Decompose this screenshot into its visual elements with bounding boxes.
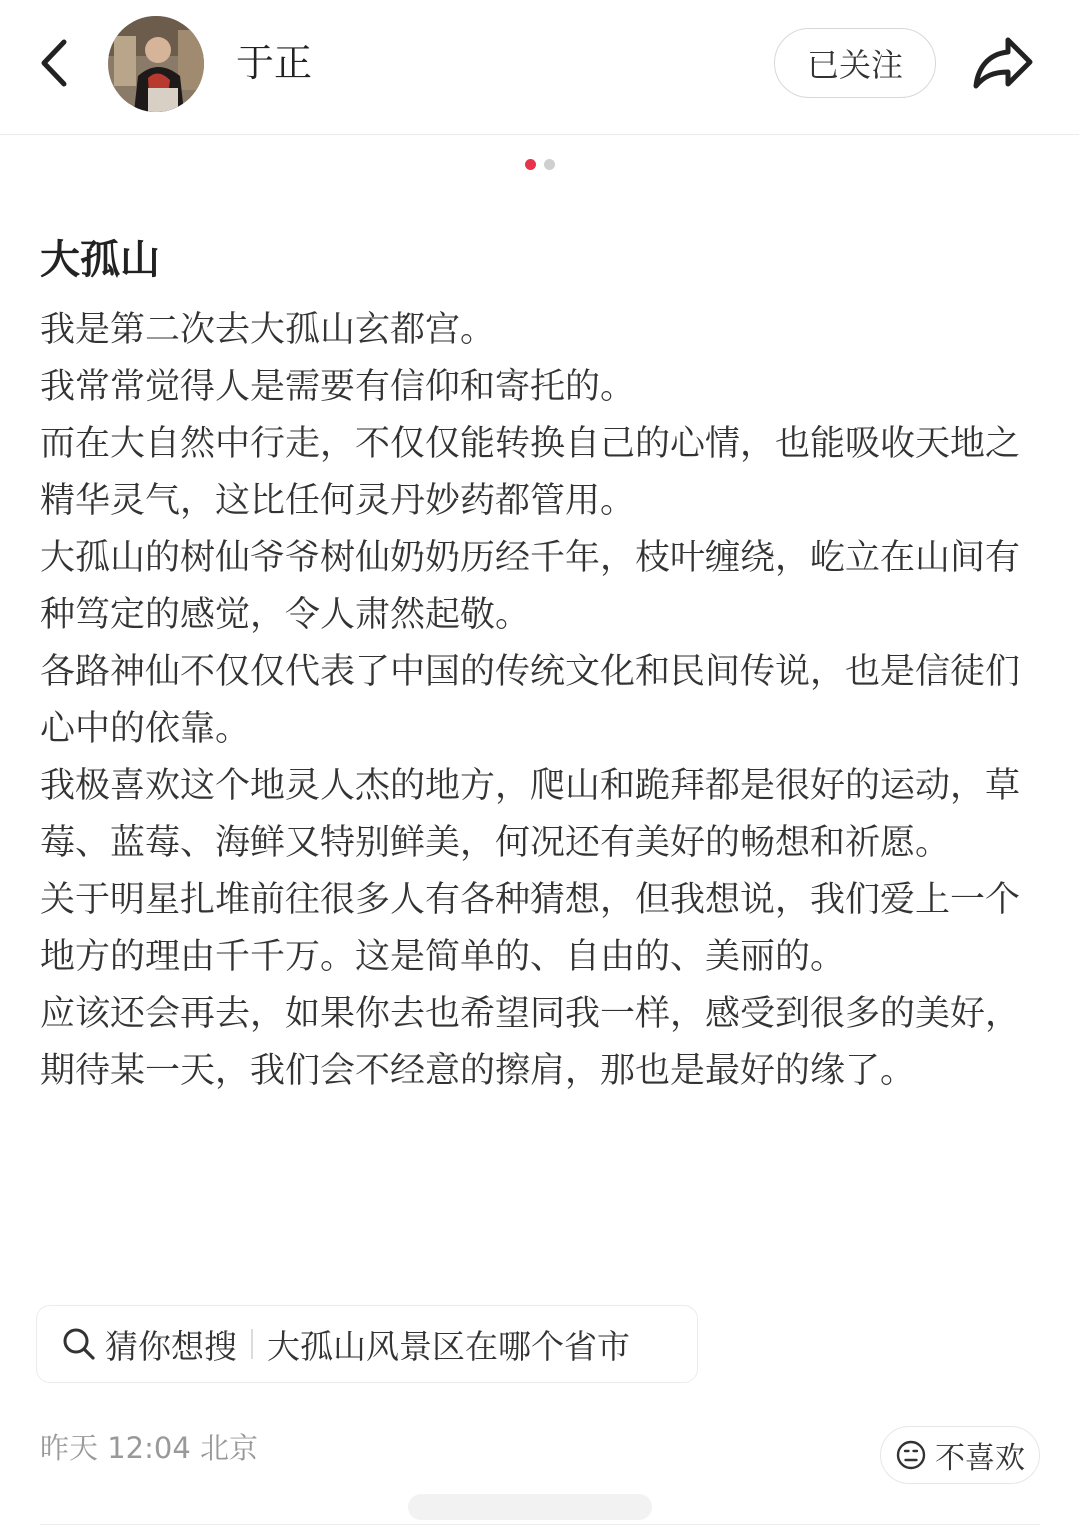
post-paragraph: 我极喜欢这个地灵人杰的地方，爬山和跪拜都是很好的运动，草莓、蓝莓、海鲜又特别鲜美，何况还有美好的畅想和祈愿。 bbox=[40, 766, 1021, 863]
share-button[interactable] bbox=[968, 30, 1038, 96]
post-paragraph: 大孤山的树仙爷爷树仙奶奶历经千年，枝叶缠绕，屹立在山间有种笃定的感觉，令人肃然起敬。 bbox=[40, 538, 1021, 635]
bottom-drag-handle[interactable] bbox=[408, 1494, 652, 1520]
post-body bbox=[40, 302, 1035, 1100]
search-icon bbox=[61, 1326, 97, 1362]
post-paragraph: 应该还会再去，如果你去也希望同我一样，感受到很多的美好，期待某一天，我们会不经意的擦肩，那也是最好的缘了。 bbox=[40, 994, 1021, 1091]
share-arrow-icon bbox=[968, 30, 1038, 96]
dislike-button[interactable] bbox=[880, 1426, 1040, 1484]
post-time: 昨天 12:04 bbox=[40, 1431, 191, 1465]
author-name[interactable]: 于正 bbox=[236, 41, 313, 85]
follow-button[interactable]: 已关注 bbox=[774, 28, 936, 98]
post-title: 大孤山 bbox=[40, 237, 160, 283]
suggest-query: 大孤山风景区在哪个省市 bbox=[267, 1326, 630, 1366]
post-paragraph: 关于明星扎堆前往很多人有各种猜想，但我想说，我们爱上一个地方的理由千千万。这是简单的、自由的、美丽的。 bbox=[40, 880, 1021, 977]
chevron-left-icon bbox=[30, 34, 78, 92]
pager-dot-active bbox=[525, 159, 536, 170]
bottom-divider bbox=[40, 1524, 1040, 1525]
back-button[interactable] bbox=[30, 34, 78, 92]
image-pager-dots bbox=[0, 159, 1079, 170]
post-paragraph: 我常常觉得人是需要有信仰和寄托的。 bbox=[40, 367, 636, 407]
top-bar bbox=[0, 0, 1079, 135]
post-paragraph: 而在大自然中行走，不仅仅能转换自己的心情，也能吸收天地之精华灵气，这比任何灵丹妙药都管用。 bbox=[40, 424, 1021, 521]
post-paragraph: 各路神仙不仅仅代表了中国的传统文化和民间传说，也是信徒们心中的依靠。 bbox=[40, 652, 1021, 749]
search-suggestion-chip[interactable] bbox=[36, 1305, 698, 1383]
post-location: 北京 bbox=[200, 1431, 259, 1465]
author-avatar[interactable] bbox=[108, 16, 204, 112]
pager-dot[interactable] bbox=[544, 159, 555, 170]
frown-face-icon bbox=[895, 1439, 927, 1471]
suggest-divider bbox=[251, 1329, 253, 1359]
dislike-label: 不喜欢 bbox=[935, 1441, 1025, 1476]
post-meta bbox=[40, 1428, 258, 1468]
suggest-label: 猜你想搜 bbox=[105, 1326, 237, 1366]
post-paragraph: 我是第二次去大孤山玄都宫。 bbox=[40, 310, 496, 350]
